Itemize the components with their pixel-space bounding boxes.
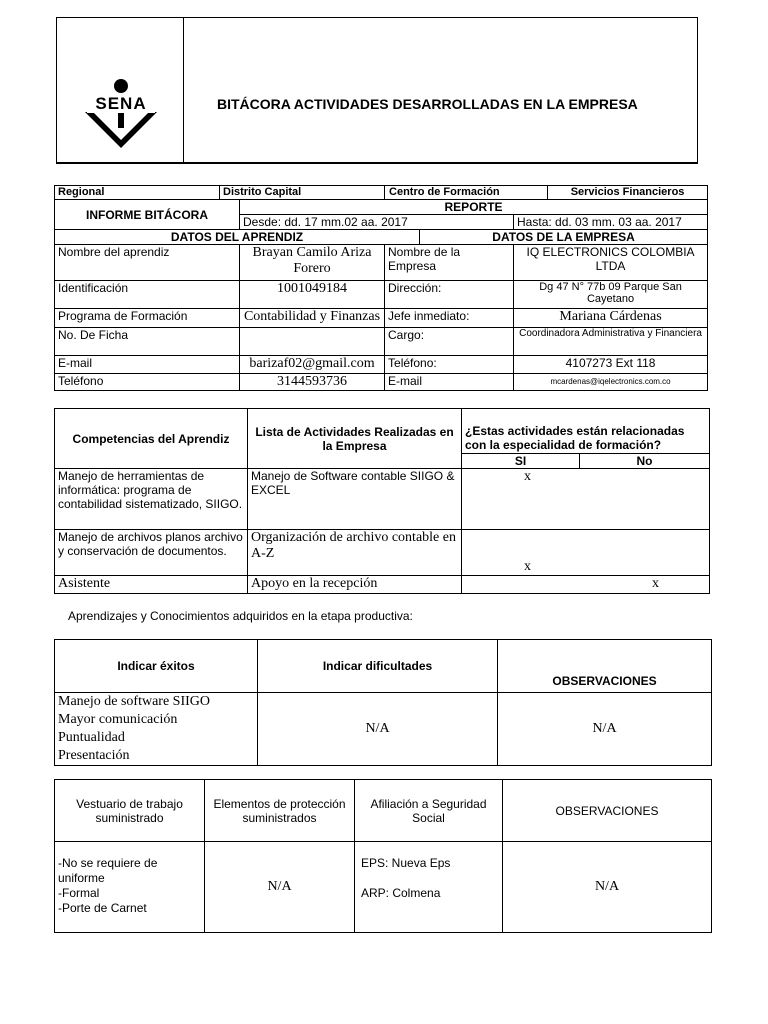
competencia-cell: Manejo de archivos planos archivo y conservación de documentos. — [55, 530, 248, 576]
vestuario-table — [54, 779, 712, 933]
label-jefe: Jefe inmediato: — [385, 309, 514, 328]
aprendiz-header: DATOS DEL APRENDIZ — [55, 230, 420, 245]
label-cargo: Cargo: — [385, 328, 514, 356]
competencia-cell: Manejo de herramientas de informática: programa de contabilidad sistematizado, SIIGO. — [55, 469, 248, 530]
label-identificacion: Identificación — [55, 281, 240, 309]
page-title: BITÁCORA ACTIVIDADES DESARROLLADAS EN LA EMPRESA — [217, 96, 638, 112]
value-email-empresa: mcardenas@iqelectronics.com.co — [514, 374, 708, 391]
label-direccion: Dirección: — [385, 281, 514, 309]
exito-item: Manejo de software SIIGO — [58, 694, 211, 709]
no-header: No — [580, 454, 710, 469]
vestuario-header: Vestuario de trabajo suministrado — [55, 780, 205, 842]
exito-item: Puntualidad — [58, 730, 125, 745]
value-cargo: Coordinadora Administrativa y Financiera — [514, 328, 708, 356]
competencias-table — [54, 408, 710, 594]
exitos-list — [55, 693, 258, 766]
regional-label: Regional — [55, 186, 220, 200]
si-mark: x — [462, 469, 710, 530]
aprendizajes-label: Aprendizajes y Conocimientos adquiridos en la etapa productiva: — [68, 609, 413, 623]
dificultades-header: Indicar dificultades — [258, 640, 498, 693]
value-telefono-aprendiz: 3144593736 — [240, 374, 385, 391]
hasta-value: Hasta: dd. 03 mm. 03 aa. 2017 — [514, 215, 708, 230]
header-box — [56, 17, 698, 164]
actividades-header: Lista de Actividades Realizadas en la Empresa — [248, 409, 462, 469]
value-direccion: Dg 47 N° 77b 09 Parque San Cayetano — [514, 281, 708, 309]
arp-value: ARP: Colmena — [361, 886, 441, 900]
label-programa: Programa de Formación — [55, 309, 240, 328]
value-identificacion: 1001049184 — [240, 281, 385, 309]
actividad-cell: Apoyo en la recepción — [248, 576, 462, 594]
actividad-cell: Organización de archivo contable en A-Z — [248, 530, 462, 576]
dificultades-value: N/A — [258, 693, 498, 766]
observaciones-header: OBSERVACIONES — [503, 780, 712, 842]
exitos-header: Indicar éxitos — [55, 640, 258, 693]
value-jefe: Mariana Cárdenas — [514, 309, 708, 328]
elementos-value: N/A — [205, 842, 355, 933]
value-telefono-empresa: 4107273 Ext 118 — [514, 356, 708, 374]
regional-value: Distrito Capital — [220, 186, 385, 200]
logo-cell — [57, 18, 184, 163]
vestuario-item: -Formal — [58, 886, 100, 900]
value-email-aprendiz: barizaf02@gmail.com — [240, 356, 385, 374]
afiliacion-values — [355, 842, 503, 933]
eps-value: EPS: Nueva Eps — [361, 856, 451, 870]
info-table — [54, 185, 708, 391]
label-ficha: No. De Ficha — [55, 328, 240, 356]
value-ficha — [240, 328, 385, 356]
observaciones-value: N/A — [503, 842, 712, 933]
centro-value: Servicios Financieros — [548, 186, 708, 200]
exito-item: Mayor comunicación — [58, 712, 178, 727]
label-nombre-aprendiz: Nombre del aprendiz — [55, 245, 240, 281]
relacion-header: ¿Estas actividades están relacionadas con la especialidad de formación? — [462, 409, 710, 454]
exito-item: Presentación — [58, 748, 130, 763]
logo-text: SENA — [87, 95, 155, 113]
no-mark: x — [462, 576, 710, 594]
value-nombre-empresa: IQ ELECTRONICS COLOMBIA LTDA — [514, 245, 708, 281]
afiliacion-header: Afiliación a Seguridad Social — [355, 780, 503, 842]
elementos-header: Elementos de protección suministrados — [205, 780, 355, 842]
vestuario-item: -Porte de Carnet — [58, 901, 147, 915]
value-nombre-aprendiz: Brayan Camilo Ariza Forero — [240, 245, 385, 281]
si-mark: x — [462, 530, 710, 576]
vestuario-list — [55, 842, 205, 933]
label-telefono-aprendiz: Teléfono — [55, 374, 240, 391]
label-email-aprendiz: E-mail — [55, 356, 240, 374]
si-header: SI — [462, 454, 580, 469]
exitos-table — [54, 639, 712, 766]
label-telefono-empresa: Teléfono: — [385, 356, 514, 374]
competencias-header: Competencias del Aprendiz — [55, 409, 248, 469]
informe-label: INFORME BITÁCORA — [55, 200, 240, 230]
label-nombre-empresa: Nombre de la Empresa — [385, 245, 514, 281]
observaciones-header: OBSERVACIONES — [498, 640, 712, 693]
empresa-header: DATOS DE LA EMPRESA — [420, 230, 708, 245]
label-email-empresa: E-mail — [385, 374, 514, 391]
centro-label: Centro de Formación — [385, 186, 548, 200]
sena-logo-icon — [81, 78, 161, 150]
actividad-cell: Manejo de Software contable SIIGO & EXCEL — [248, 469, 462, 530]
desde-value: Desde: dd. 17 mm.02 aa. 2017 — [240, 215, 514, 230]
vestuario-item: -No se requiere de uniforme — [58, 856, 158, 885]
competencia-cell: Asistente — [55, 576, 248, 594]
observaciones-value: N/A — [498, 693, 712, 766]
reporte-label: REPORTE — [240, 200, 708, 215]
value-programa: Contabilidad y Finanzas — [240, 309, 385, 328]
